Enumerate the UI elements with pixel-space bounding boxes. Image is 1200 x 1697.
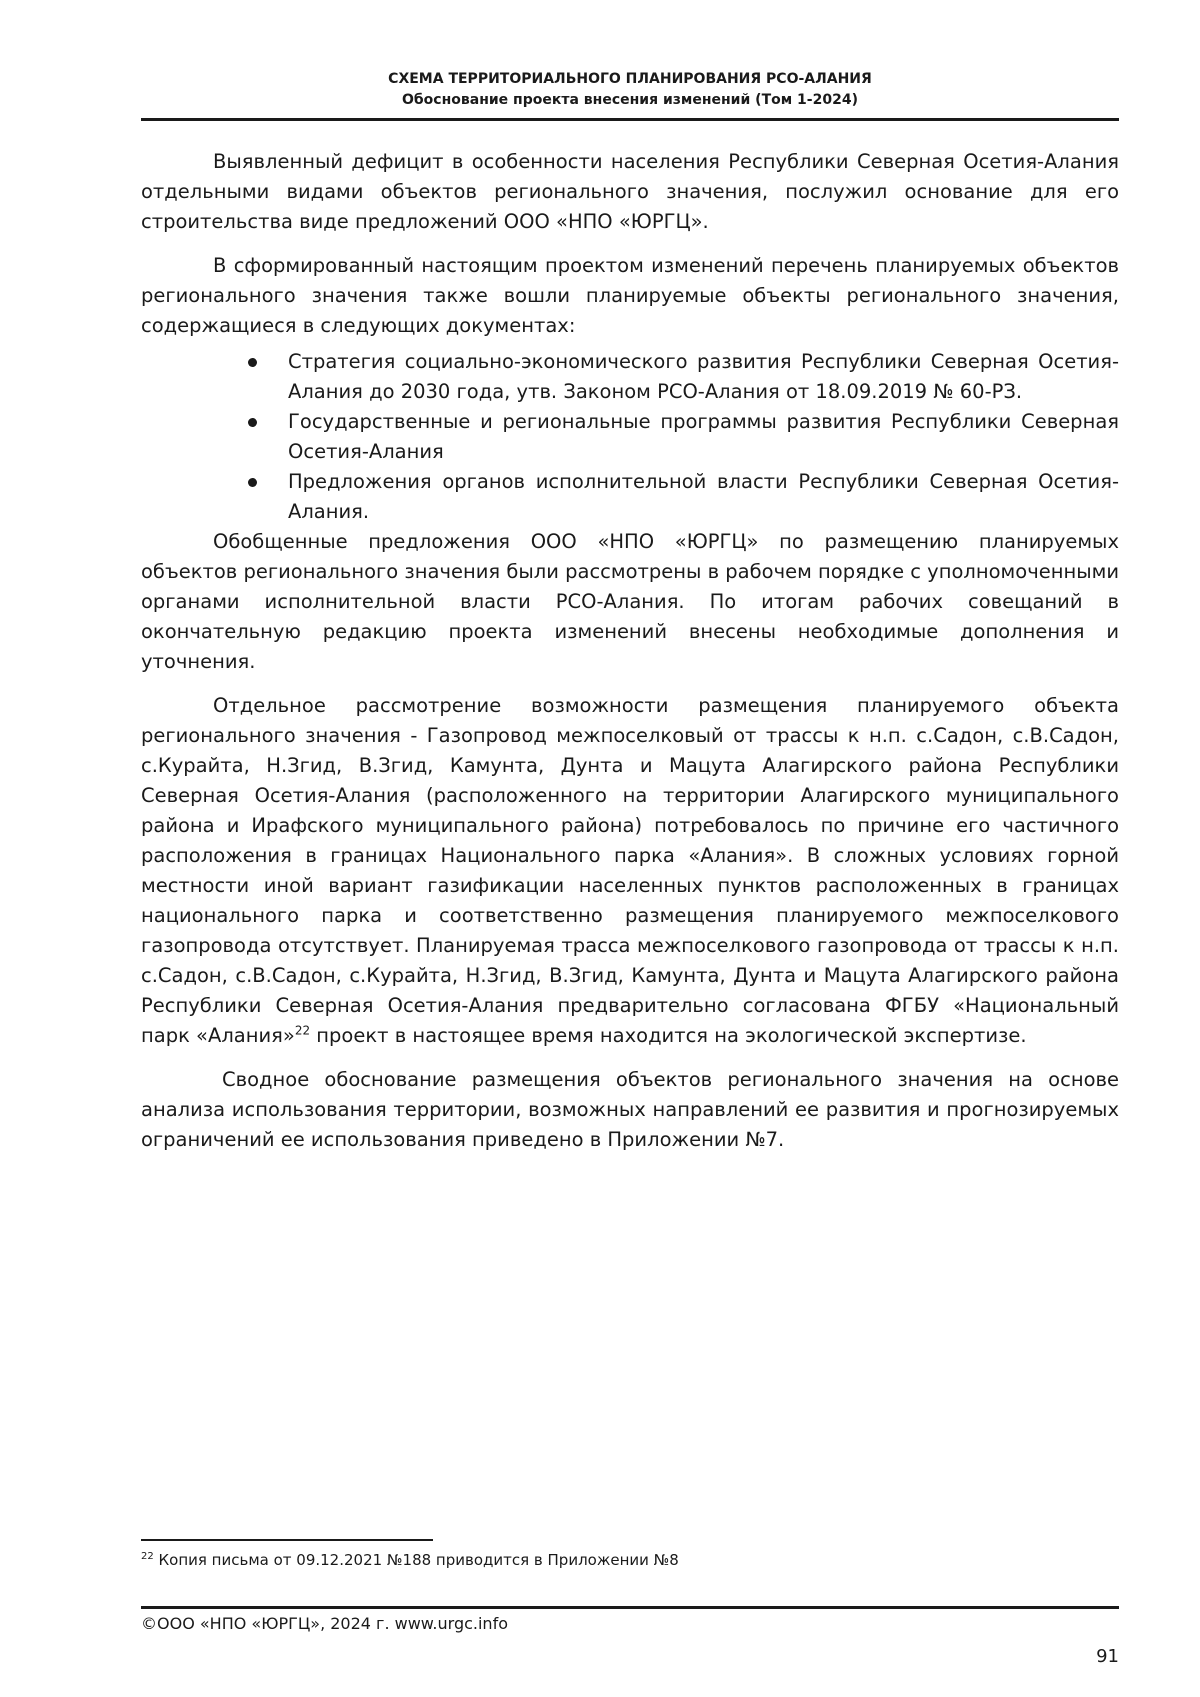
footer-divider (141, 1606, 1119, 1609)
page-header (141, 69, 1119, 111)
page-number: 91 (1096, 1646, 1119, 1667)
list-item-text: Стратегия социально-экономического развития Республики Северная Осетия-Алания до 2030 года, утв. Законом РСО-Алания от 18.09.2019 № 60-РЗ. (288, 350, 1119, 403)
document-list (141, 347, 1119, 527)
list-item (141, 467, 1119, 527)
paragraph-1: Выявленный дефицит в особенности населения Республики Северная Осетия-Алания отдельными видами объектов регионального значения, послужил основание для его строительства виде предложений ООО «НПО «ЮРГЦ». (141, 150, 1119, 233)
paragraph-4-text: Отдельное рассмотрение возможности размещения планируемого объекта регионального значения - Газопровод межпоселковый от трассы к н.п. с.Садон, с.В.Садон, с.Курайта, Н.Згид, В.Згид, Камунта, Дунта и Мацута Алагирского района Республики Северная Осетия-Алания (расположенного на территории Алагирского муниципального района и Ирафского муниципального района) потребовалось по причине его частичного расположения в границах Национального парка «Алания». В сложных условиях горной местности иной вариант газификации населенных пунктов расположенных в границах национального парка и соответственно размещения планируемого межпоселкового газопровода отсутствует. Планируемая трасса межпоселкового газопровода от трассы к н.п. с.Садон, с.В.Садон, с.Курайта, Н.Згид, В.Згид, Камунта, Дунта и Мацута Алагирского района Республики Северная Осетия-Алания предварительно согласована ФГБУ «Национальный парк «Алания» (141, 694, 1119, 1047)
paragraph-3: Обобщенные предложения ООО «НПО «ЮРГЦ» по размещению планируемых объектов регионального значения были рассмотрены в рабочем порядке с уполномоченными органами исполнительной власти РСО-Алания. По итогам рабочих совещаний в окончательную редакцию проекта изменений внесены необходимые дополнения и уточнения. (141, 530, 1119, 673)
list-item (141, 407, 1119, 467)
list-item-text: Предложения органов исполнительной власти Республики Северная Осетия-Алания. (288, 470, 1119, 523)
paragraph-4-tail: проект в настоящее время находится на экологической экспертизе. (310, 1024, 1027, 1047)
footer-copyright: ©ООО «НПО «ЮРГЦ», 2024 г. www.urgc.info (141, 1614, 508, 1633)
paragraph-2: В сформированный настоящим проектом изменений перечень планируемых объектов регионального значения также вошли планируемые объекты регионального значения, содержащиеся в следующих документах: (141, 254, 1119, 337)
list-item-text: Государственные и региональные программы развития Республики Северная Осетия-Алания (288, 410, 1119, 463)
bullet-icon (248, 478, 257, 487)
header-title: СХЕМА ТЕРРИТОРИАЛЬНОГО ПЛАНИРОВАНИЯ РСО-АЛАНИЯ (388, 71, 872, 87)
list-item (141, 347, 1119, 407)
paragraph-4 (141, 691, 1119, 1051)
footnote-number: 22 (141, 1551, 154, 1562)
header-subtitle: Обоснование проекта внесения изменений (Том 1-2024) (402, 92, 858, 108)
footnote-text: Копия письма от 09.12.2021 №188 приводится в Приложении №8 (153, 1551, 679, 1569)
footnote (141, 1550, 1119, 1570)
footnote-reference[interactable]: 22 (294, 1023, 311, 1038)
paragraph-5: Сводное обоснование размещения объектов регионального значения на основе анализа использования территории, возможных направлений ее развития и прогнозируемых ограничений ее использования приведено в Приложении №7. (141, 1068, 1119, 1151)
header-divider (141, 118, 1119, 121)
footnote-divider (141, 1539, 433, 1541)
body-text (141, 147, 1119, 1155)
bullet-icon (248, 358, 257, 367)
bullet-icon (248, 418, 257, 427)
